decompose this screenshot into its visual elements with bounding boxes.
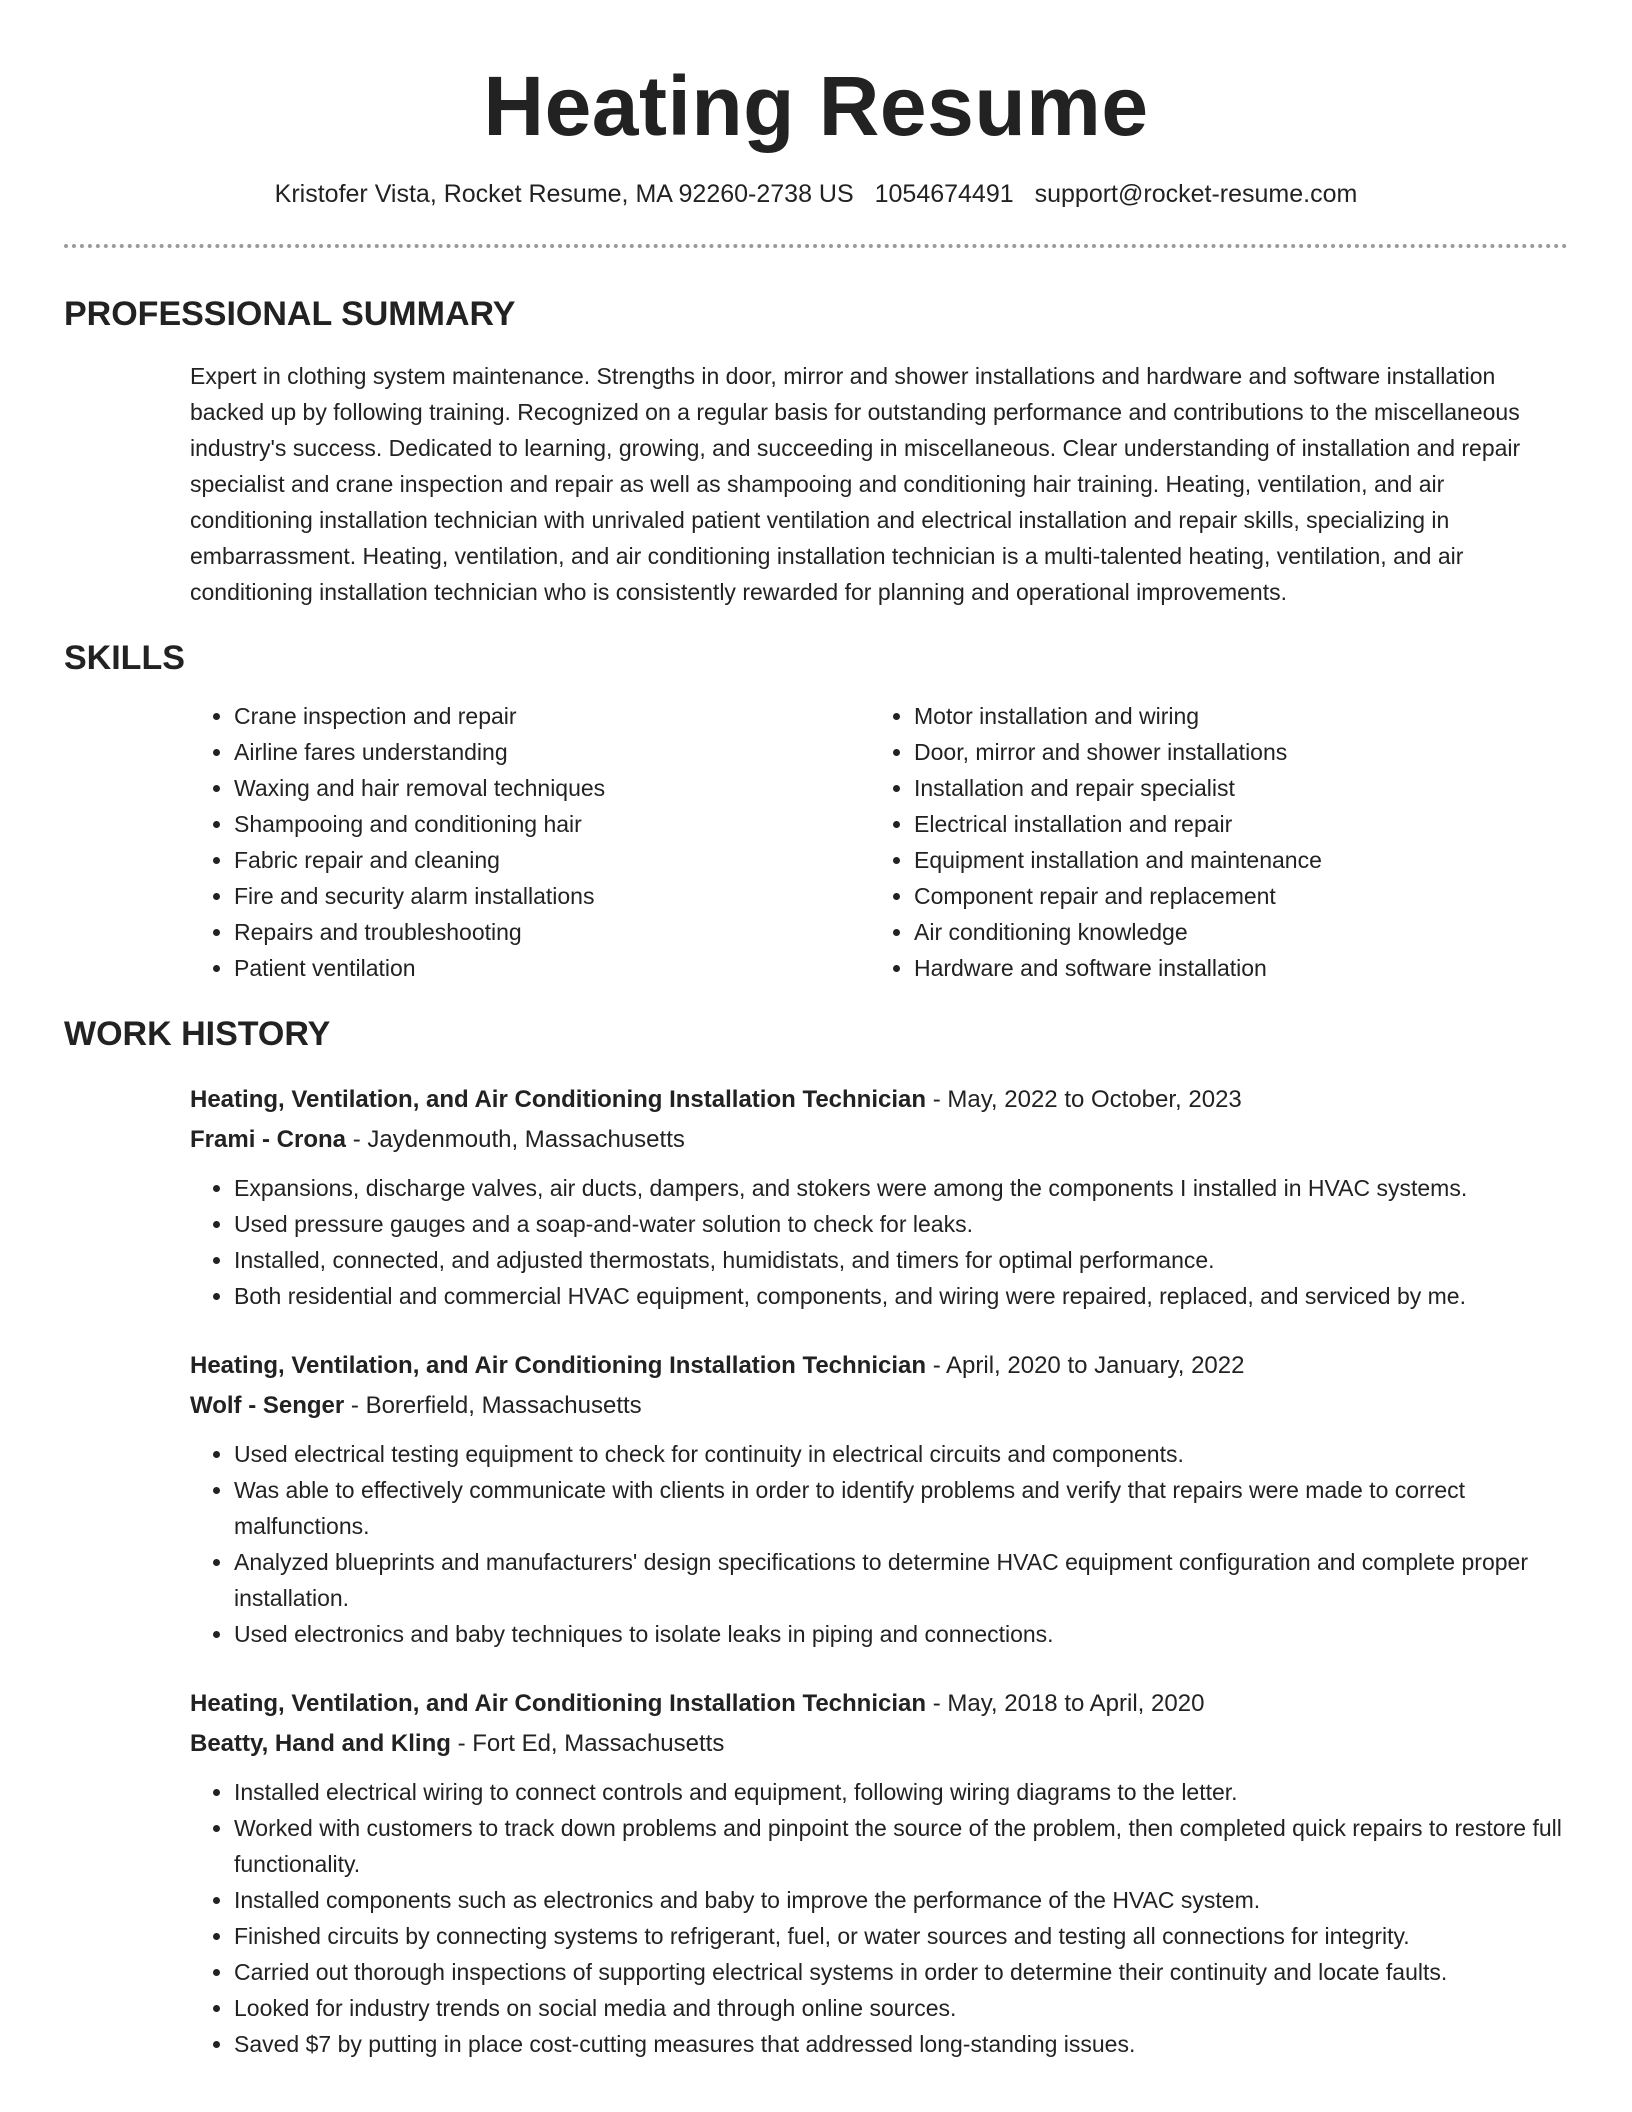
job-role: Heating, Ventilation, and Air Conditioning Installation Technician [190,1690,927,1717]
job-bullet: • Used pressure gauges and a soap-and-water solution to check for leaks. [234,1206,1568,1242]
skill-item: • Fire and security alarm installations [234,878,870,914]
skills-column-left [190,698,870,986]
job-entry [190,1080,1568,1314]
skill-item: • Hardware and software installation [914,950,1544,986]
job-company-line [190,1386,1568,1426]
skill-item: • Repairs and troubleshooting [234,914,870,950]
job-company: Beatty, Hand and Kling [190,1730,451,1757]
resume-page [64,0,1568,2062]
contact-phone: 1054674491 [874,180,1014,208]
job-bullet: • Worked with customers to track down problems and pinpoint the source of the problem, then completed quick repairs to restore full functionality. [234,1810,1568,1882]
job-bullet: • Analyzed blueprints and manufacturers' design specifications to determine HVAC equipment configuration and complete proper installation. [234,1544,1568,1616]
job-title-line [190,1684,1568,1724]
job-company: Wolf - Senger [190,1392,345,1419]
section-title-skills: SKILLS [64,639,185,677]
skill-item: • Electrical installation and repair [914,806,1544,842]
job-company: Frami - Crona [190,1126,347,1153]
job-bullets [190,1170,1568,1314]
contact-email: support@rocket-resume.com [1034,180,1358,208]
job-bullet: • Installed components such as electronics and baby to improve the performance of the HVAC system. [234,1882,1568,1918]
skill-item: • Shampooing and conditioning hair [234,806,870,842]
skill-item: • Fabric repair and cleaning [234,842,870,878]
skill-item: • Installation and repair specialist [914,770,1544,806]
job-company-line [190,1120,1568,1160]
skill-item: • Crane inspection and repair [234,698,870,734]
job-bullet: • Installed electrical wiring to connect controls and equipment, following wiring diagrams to the letter. [234,1774,1568,1810]
job-location: - Jaydenmouth, Massachusetts [346,1126,685,1153]
job-bullet: • Used electrical testing equipment to check for continuity in electrical circuits and components. [234,1436,1568,1472]
job-title-line [190,1346,1568,1386]
job-bullet: • Used electronics and baby techniques to isolate leaks in piping and connections. [234,1616,1568,1652]
skill-item: • Airline fares understanding [234,734,870,770]
skill-item: • Air conditioning knowledge [914,914,1544,950]
job-entry [190,1684,1568,2062]
contact-line [64,178,1568,210]
skills-column-right [870,698,1544,986]
job-bullet: • Looked for industry trends on social media and through online sources. [234,1990,1568,2026]
job-bullets [190,1774,1568,2062]
job-bullet: • Was able to effectively communicate with clients in order to identify problems and verify that repairs were made to correct malfunctions. [234,1472,1568,1544]
skills-list [190,698,1568,986]
contact-address: Kristofer Vista, Rocket Resume, MA 92260-2738 US [274,180,854,208]
job-title-line [190,1080,1568,1120]
job-bullet: • Finished circuits by connecting systems to refrigerant, fuel, or water sources and testing all connections for integrity. [234,1918,1568,1954]
header-divider [64,244,1568,248]
job-dates: - May, 2018 to April, 2020 [926,1690,1205,1717]
job-bullet: • Both residential and commercial HVAC equipment, components, and wiring were repaired, replaced, and serviced by me. [234,1278,1568,1314]
job-bullets [190,1436,1568,1652]
job-dates: - May, 2022 to October, 2023 [926,1086,1242,1113]
skill-item: • Patient ventilation [234,950,870,986]
skill-item: • Motor installation and wiring [914,698,1544,734]
resume-title: Heating Resume [483,59,1149,153]
section-title-work-history: WORK HISTORY [64,1015,331,1053]
skill-item: • Equipment installation and maintenance [914,842,1544,878]
summary-text: Expert in clothing system maintenance. Strengths in door, mirror and shower installations and hardware and software installation backed up by following training. Recognized on a regular basis for outstanding performance and contributions to the miscellaneous industry's success. Dedicated to learning, growing, and succeeding in miscellaneous. Clear understanding of installation and repair specialist and crane inspection and repair as well as shampooing and conditioning hair training. Heating, ventilation, and air conditioning installation technician with unrivaled patient ventilation and electrical installation and repair skills, specializing in embarrassment. Heating, ventilation, and air conditioning installation technician is a multi-talented heating, ventilation, and air conditioning installation technician who is consistently rewarded for planning and operational improvements. [190,363,1521,605]
skill-item: • Component repair and replacement [914,878,1544,914]
job-location: - Fort Ed, Massachusetts [450,1730,725,1757]
job-entry [190,1346,1568,1652]
skill-item: • Door, mirror and shower installations [914,734,1544,770]
job-company-line [190,1724,1568,1764]
job-bullet: • Carried out thorough inspections of supporting electrical systems in order to determine their continuity and locate faults. [234,1954,1568,1990]
job-role: Heating, Ventilation, and Air Conditioning Installation Technician [190,1352,927,1379]
job-bullet: • Saved $7 by putting in place cost-cutting measures that addressed long-standing issues. [234,2026,1568,2062]
job-bullet: • Expansions, discharge valves, air ducts, dampers, and stokers were among the components I installed in HVAC systems. [234,1170,1568,1206]
section-title-summary: PROFESSIONAL SUMMARY [64,295,516,333]
job-bullet: • Installed, connected, and adjusted thermostats, humidistats, and timers for optimal performance. [234,1242,1568,1278]
job-location: - Borerfield, Massachusetts [344,1392,642,1419]
skill-item: • Waxing and hair removal techniques [234,770,870,806]
job-role: Heating, Ventilation, and Air Conditioning Installation Technician [190,1086,927,1113]
job-dates: - April, 2020 to January, 2022 [926,1352,1245,1379]
